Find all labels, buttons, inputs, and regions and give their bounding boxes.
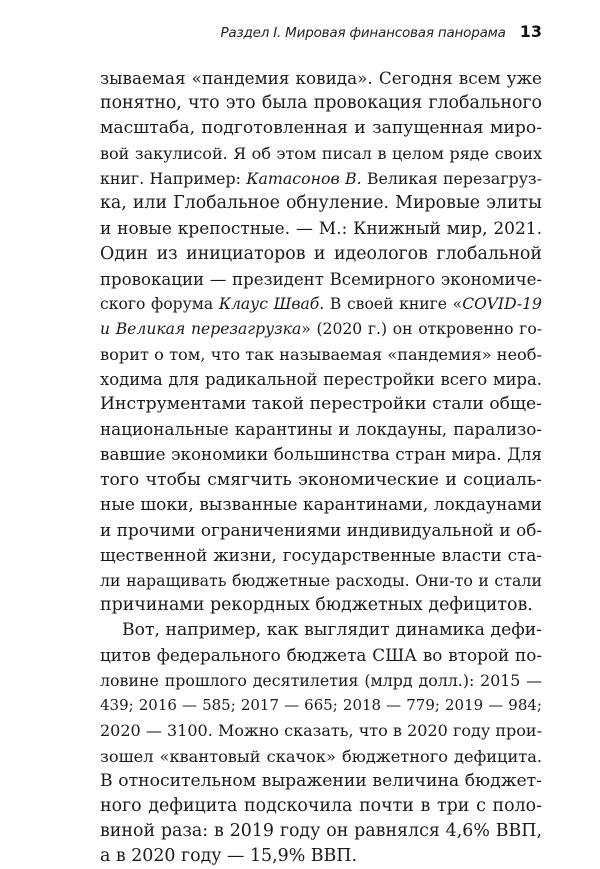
text-line xyxy=(100,618,542,643)
text-line xyxy=(100,468,542,493)
text-run: В относительном выражении величина бюджет- xyxy=(100,770,542,791)
text-run: ходима для радикальной перестройки всего мира. xyxy=(100,370,542,390)
text-line xyxy=(100,191,542,216)
text-run: масштаба, подготовленная и запущенная миро- xyxy=(100,118,542,139)
section-title: Раздел I. Мировая финансовая панорама xyxy=(220,25,506,41)
italic-text-run: Катасонов В. xyxy=(246,169,362,189)
text-line xyxy=(100,643,542,668)
text-run: 439; 2016 — 585; 2017 — 665; 2018 — 779; 2019 — 984; xyxy=(100,696,542,715)
text-line xyxy=(100,744,542,769)
text-run: Инструментами такой перестройки стали обще- xyxy=(100,394,542,415)
text-run: вой закулисой. Я об этом писал в целом ряде своих xyxy=(100,144,542,164)
text-line xyxy=(100,442,542,467)
text-run: зываемая «пандемия ковида». Сегодня всем уже xyxy=(100,68,542,88)
text-line xyxy=(100,718,542,743)
text-run: того чтобы смягчить экономические и социаль- xyxy=(100,469,542,490)
text-run: Великая перезагруз- xyxy=(361,169,542,189)
text-run: Вот, например, как выглядит динамика дефи- xyxy=(122,620,542,641)
text-line xyxy=(100,141,542,166)
text-run: ные шоки, вызванные карантинами, локдаунами xyxy=(100,494,542,515)
text-run: » (2020 г.) он откровенно го- xyxy=(301,319,542,338)
text-run: и прочими ограничениями индивидуальной и об- xyxy=(100,519,542,540)
text-line xyxy=(100,267,542,292)
text-line xyxy=(100,317,542,342)
text-run: 2020 — 3100. Можно сказать, что в 2020 году прои- xyxy=(100,721,542,741)
text-run: книг. Например: xyxy=(100,169,247,189)
text-line xyxy=(100,91,542,116)
text-line xyxy=(100,543,542,568)
text-line xyxy=(100,292,542,317)
text-run: щественной жизни, государственные власти ста- xyxy=(100,544,542,565)
text-run: ли наращивать бюджетные расходы. Они-то и стали xyxy=(100,570,542,590)
text-line xyxy=(100,217,542,242)
text-line xyxy=(100,417,542,442)
text-line xyxy=(100,518,542,543)
running-header xyxy=(100,14,542,54)
text-run: ка, или Глобальное обнуление. Мировые элиты xyxy=(100,193,542,214)
text-line xyxy=(100,242,542,267)
text-run: понятно, что это была провокация глобального xyxy=(100,93,542,114)
text-run: цитов федерального бюджета США во второй по- xyxy=(100,645,542,666)
text-line xyxy=(100,844,542,869)
text-run: Один из инициаторов и идеологов глобальной xyxy=(100,243,542,264)
text-run: ловине прошлого десятилетия (млрд долл.): 2015 — xyxy=(100,671,542,691)
page-number: 13 xyxy=(519,22,542,41)
text-run: а в 2020 году — 15,9% ВВП. xyxy=(100,845,357,866)
text-run: причинами рекордных бюджетных дефицитов. xyxy=(100,594,533,615)
text-line xyxy=(100,392,542,417)
text-line xyxy=(100,668,542,693)
text-run: ного дефицита подскочила почти в три с поло- xyxy=(100,795,542,816)
text-run: национальные карантины и локдауны, парализо- xyxy=(100,419,542,440)
text-run: и новые крепостные. — М.: Книжный мир, 2021. xyxy=(100,218,542,239)
text-run: виной раза: в 2019 году он равнялся 4,6% ВВП, xyxy=(100,820,542,841)
italic-text-run: Клаус Шваб xyxy=(218,294,320,313)
italic-text-run: COVID-19 xyxy=(462,294,542,313)
text-line xyxy=(100,819,542,844)
text-line xyxy=(100,593,542,618)
italic-text-run: и Великая перезагрузка xyxy=(100,319,302,338)
text-line xyxy=(100,493,542,518)
text-run: зошел «квантовый скачок» бюджетного дефицита. xyxy=(100,746,542,766)
text-body xyxy=(100,66,542,869)
text-run: вавшие экономики большинства стран мира. Для xyxy=(100,444,542,465)
text-run: провокации — президент Всемирного экономиче- xyxy=(100,269,542,289)
text-line xyxy=(100,66,542,91)
text-run: ворит о том, что так называемая «пандемия» необ- xyxy=(100,345,542,365)
text-line xyxy=(100,116,542,141)
text-line xyxy=(100,342,542,367)
text-line xyxy=(100,769,542,794)
text-line xyxy=(100,693,542,718)
text-line xyxy=(100,367,542,392)
text-line xyxy=(100,794,542,819)
text-run: . В своей книге « xyxy=(319,294,463,313)
text-line xyxy=(100,166,542,191)
text-run: ского форума xyxy=(100,294,219,313)
text-line xyxy=(100,568,542,593)
